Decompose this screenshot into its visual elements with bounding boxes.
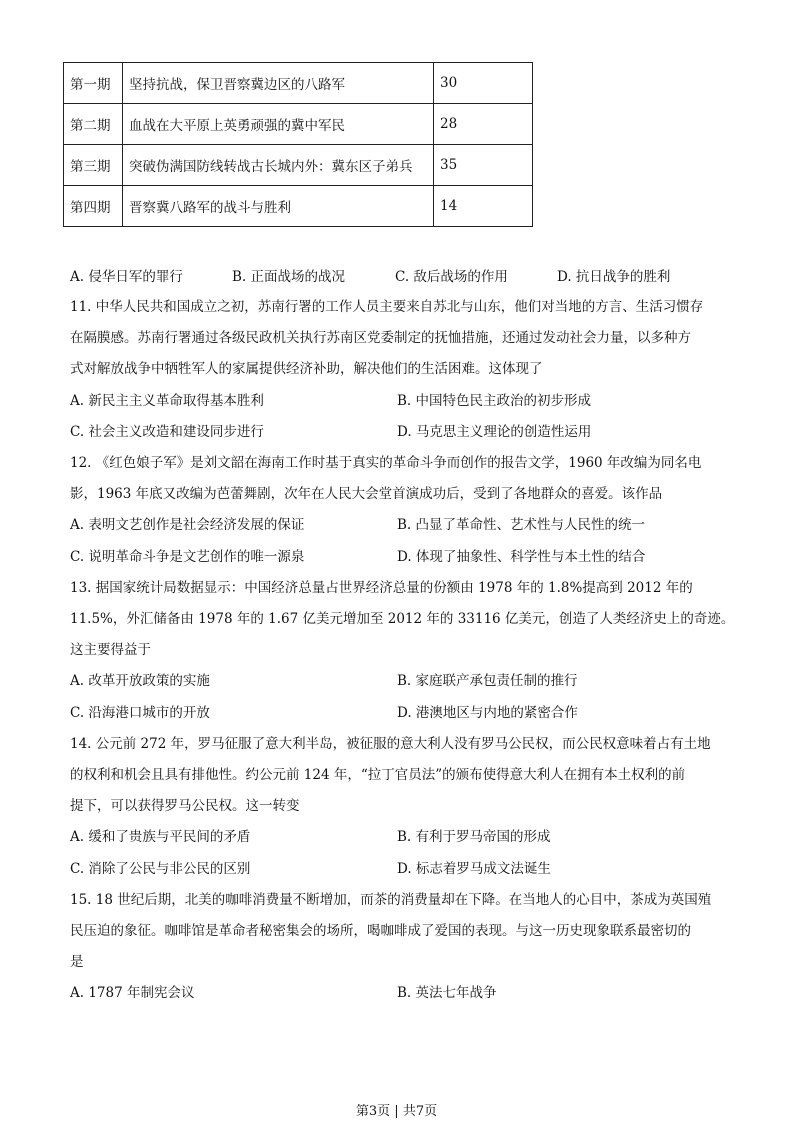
question-text-line: 11.5%，外汇储备由 1978 年的 1.67 亿美元增加至 2012 年的 33116 亿美元，创造了人类经济史上的奇迹。 — [70, 611, 735, 627]
table-cell-title: 突破伪满国防线转战古长城内外：冀东区子弟兵 — [123, 145, 434, 186]
exhibition-table — [63, 62, 533, 227]
table-row — [64, 145, 533, 186]
option: B. 凸显了革命性、艺术性与人民性的统一 — [397, 517, 646, 534]
option: D. 抗日战争的胜利 — [557, 269, 671, 285]
option: C. 消除了公民与非公民的区别 — [70, 860, 251, 877]
question-text-line: 15. 18 世纪后期，北美的咖啡消费量不断增加，而茶的消费量却在下降。在当地人的心目中，茶成为英国殖 — [70, 891, 712, 908]
table-row — [64, 63, 533, 104]
option: A. 1787 年制宪会议 — [70, 985, 195, 1002]
option: A. 新民主主义革命取得基本胜利 — [70, 392, 264, 409]
question-text-line: 11. 中华人民共和国成立之初，苏南行署的工作人员主要来自苏北与山东，他们对当地的方言、生活习惯存 — [70, 299, 704, 315]
option: B. 有利于罗马帝国的形成 — [397, 829, 551, 846]
table-cell-title: 坚持抗战，保卫晋察冀边区的八路军 — [123, 63, 434, 104]
page-footer: 第3页 | 共7页 — [355, 1104, 438, 1119]
table-cell-count: 35 — [434, 145, 533, 186]
question-text-line: 这主要得益于 — [70, 642, 151, 659]
option: A. 缓和了贵族与平民间的矛盾 — [70, 829, 251, 846]
table-cell-count: 14 — [434, 186, 533, 227]
question-text-line: 14. 公元前 272 年，罗马征服了意大利半岛，被征服的意大利人没有罗马公民权，而公民权意味着占有土地 — [70, 735, 711, 752]
option: B. 家庭联产承包责任制的推行 — [397, 673, 578, 690]
option: C. 敌后战场的作用 — [395, 269, 508, 285]
question-text-line: 在隔膜感。苏南行署通过各级民政机关执行苏南区党委制定的抚恤措施，还通过发动社会力量，以多种方 — [70, 330, 691, 347]
option: D. 港澳地区与内地的紧密合作 — [397, 704, 578, 721]
table-cell-count: 28 — [434, 104, 533, 145]
question-text-line: 影，1963 年底又改编为芭蕾舞剧，次年在人民大会堂首演成功后，受到了各地群众的喜爱。该作品 — [70, 486, 663, 503]
question-text-line: 是 — [70, 954, 84, 971]
table-cell-title: 血战在大平原上英勇顽强的冀中军民 — [123, 104, 434, 145]
option: B. 正面战场的战况 — [232, 269, 346, 285]
question-text-line: 式对解放战争中牺牲军人的家属提供经济补助，解决他们的生活困难。这体现了 — [70, 361, 543, 378]
table-cell-period: 第一期 — [64, 63, 123, 104]
option: A. 改革开放政策的实施 — [70, 673, 210, 690]
question-text-line: 提下，可以获得罗马公民权。这一转变 — [70, 798, 300, 815]
table-row — [64, 186, 533, 227]
table-row — [64, 104, 533, 145]
table-cell-period: 第四期 — [64, 186, 123, 227]
table-cell-title: 晋察冀八路军的战斗与胜利 — [123, 186, 434, 227]
option: C. 社会主义改造和建设同步进行 — [70, 423, 264, 440]
option: C. 说明革命斗争是文艺创作的唯一源泉 — [70, 548, 305, 565]
option: A. 侵华日军的罪行 — [70, 269, 183, 285]
option: B. 中国特色民主政治的初步形成 — [397, 392, 592, 409]
option: B. 英法七年战争 — [397, 985, 497, 1002]
question-text-line: 的权利和机会且具有排他性。约公元前 124 年，“拉丁官员法”的颁布使得意大利人在拥有本土权利的前 — [70, 767, 686, 783]
table-cell-period: 第三期 — [64, 145, 123, 186]
option: D. 标志着罗马成文法诞生 — [397, 860, 551, 877]
option: D. 马克思主义理论的创造性运用 — [397, 423, 592, 440]
option: D. 体现了抽象性、科学性与本土性的结合 — [397, 548, 646, 565]
question-text-line: 12. 《红色娘子军》是刘文韶在海南工作时基于真实的革命斗争而创作的报告文学，1960 年改编为同名电 — [70, 455, 702, 471]
question-text-line: 13. 据国家统计局数据显示：中国经济总量占世界经济总量的份额由 1978 年的 1.8%提高到 2012 年的 — [70, 579, 693, 596]
table-cell-period: 第二期 — [64, 104, 123, 145]
table-cell-count: 30 — [434, 63, 533, 104]
option: C. 沿海港口城市的开放 — [70, 704, 210, 721]
option: A. 表明文艺创作是社会经济发展的保证 — [70, 517, 305, 534]
question-text-line: 民压迫的象征。咖啡馆是革命者秘密集会的场所，喝咖啡成了爱国的表现。与这一历史现象联系最密切的 — [70, 923, 691, 939]
